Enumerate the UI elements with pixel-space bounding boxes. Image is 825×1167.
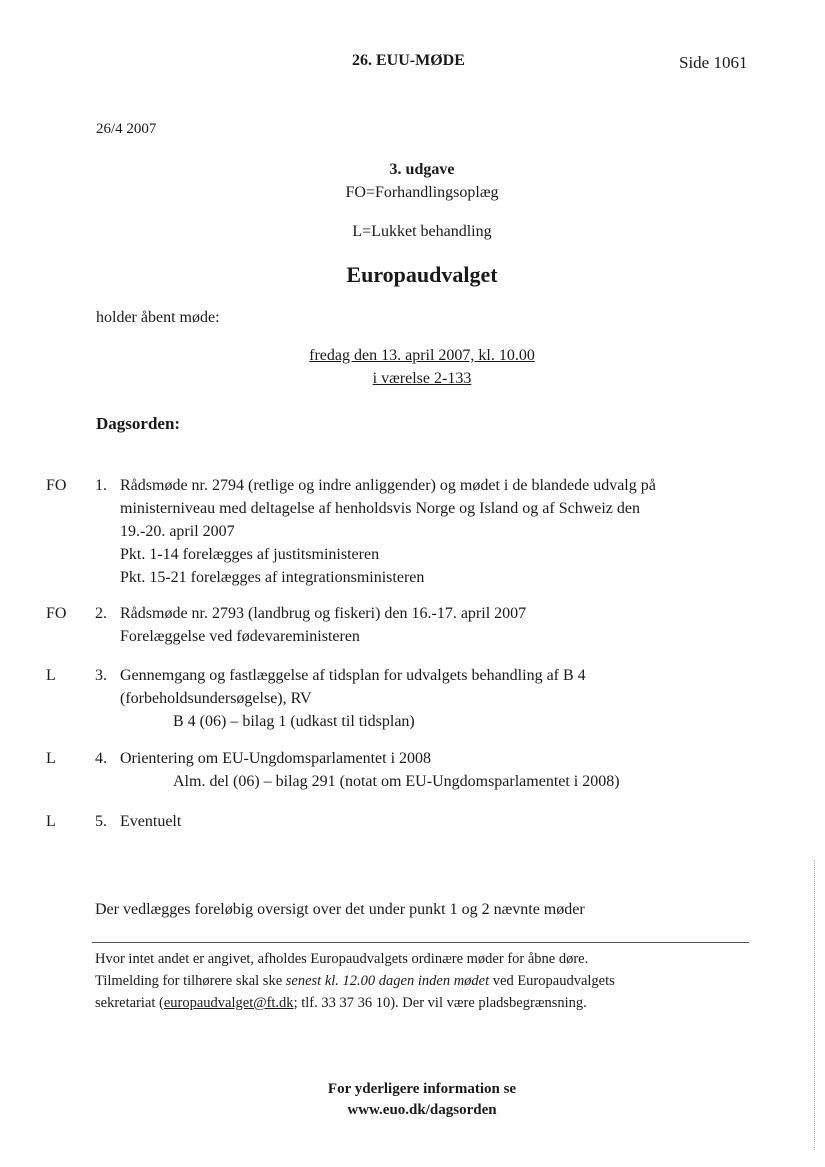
- footer-notice: [95, 948, 755, 1014]
- meeting-room: i værelse 2-133: [372, 370, 472, 387]
- agenda-title: Dagsorden:: [96, 414, 181, 433]
- legend-l: L=Lukket behandling: [352, 223, 492, 240]
- more-info-label: For yderligere information se: [327, 1081, 517, 1097]
- item-reference: Alm. del (06) – bilag 291 (notat om EU-Ungdomsparlamentet i 2008): [173, 773, 620, 790]
- page-number: Side 1061: [679, 53, 748, 72]
- item-line: (forbeholdsundersøgelse), RV: [120, 690, 312, 707]
- meeting-header: 26. EUU-MØDE: [352, 52, 465, 69]
- item-line: Rådsmøde nr. 2794 (retlige og indre anliggender) og mødet i de blandede udvalg på: [120, 477, 656, 494]
- item-number: 3.: [95, 667, 107, 684]
- footer-text: Tilmelding for tilhørere skal ske: [95, 973, 286, 989]
- footer-line-3: [95, 992, 755, 1014]
- item-tag: FO: [46, 605, 67, 622]
- footer-divider: [92, 942, 749, 943]
- item-line: Pkt. 1-14 forelægges af justitsministeren: [120, 546, 380, 563]
- scan-edge: [814, 860, 815, 1150]
- item-line: Pkt. 15-21 forelægges af integrationsministeren: [120, 569, 425, 586]
- edition: 3. udgave: [389, 161, 455, 178]
- meeting-datetime: fredag den 13. april 2007, kl. 10.00: [309, 347, 535, 364]
- item-line: Rådsmøde nr. 2793 (landbrug og fiskeri) den 16.-17. april 2007: [120, 605, 527, 622]
- intro-text: holder åbent møde:: [96, 309, 220, 326]
- item-number: 2.: [95, 605, 107, 622]
- committee-title: Europaudvalget: [346, 262, 498, 287]
- footer-text: ved Europaudvalgets: [489, 973, 615, 989]
- email-link[interactable]: europaudvalget@ft.dk: [163, 995, 294, 1011]
- item-line: 19.-20. april 2007: [120, 523, 235, 540]
- item-line: Forelæggelse ved fødevareministeren: [120, 628, 360, 645]
- item-line: Eventuelt: [120, 813, 182, 830]
- item-tag: L: [46, 667, 56, 684]
- attachment-note: Der vedlægges foreløbig oversigt over det under punkt 1 og 2 nævnte møder: [95, 901, 585, 918]
- footer-text: sekretariat (: [95, 995, 164, 1011]
- item-reference: B 4 (06) – bilag 1 (udkast til tidsplan): [173, 713, 415, 730]
- item-line: Gennemgang og fastlæggelse af tidsplan for udvalgets behandling af B 4: [120, 667, 586, 684]
- footer-line-1: Hvor intet andet er angivet, afholdes Europaudvalgets ordinære møder for åbne døre.: [95, 951, 589, 967]
- document-date: 26/4 2007: [96, 121, 157, 137]
- more-info-url[interactable]: www.euo.dk/dagsorden: [347, 1102, 497, 1118]
- item-tag: L: [46, 750, 56, 767]
- footer-text: ; tlf. 33 37 36 10). Der vil være pladsbegrænsning.: [293, 995, 587, 1011]
- item-line: Orientering om EU-Ungdomsparlamentet i 2008: [120, 750, 432, 767]
- item-number: 5.: [95, 813, 107, 830]
- footer-line-2: [95, 970, 755, 992]
- item-number: 4.: [95, 750, 107, 767]
- item-line: ministerniveau med deltagelse af henholdsvis Norge og Island og af Schweiz den: [120, 500, 641, 517]
- item-number: 1.: [95, 477, 107, 494]
- item-tag: FO: [46, 477, 67, 494]
- legend-fo: FO=Forhandlingsoplæg: [345, 184, 499, 201]
- footer-deadline: senest kl. 12.00 dagen inden mødet: [285, 973, 490, 989]
- item-tag: L: [46, 813, 56, 830]
